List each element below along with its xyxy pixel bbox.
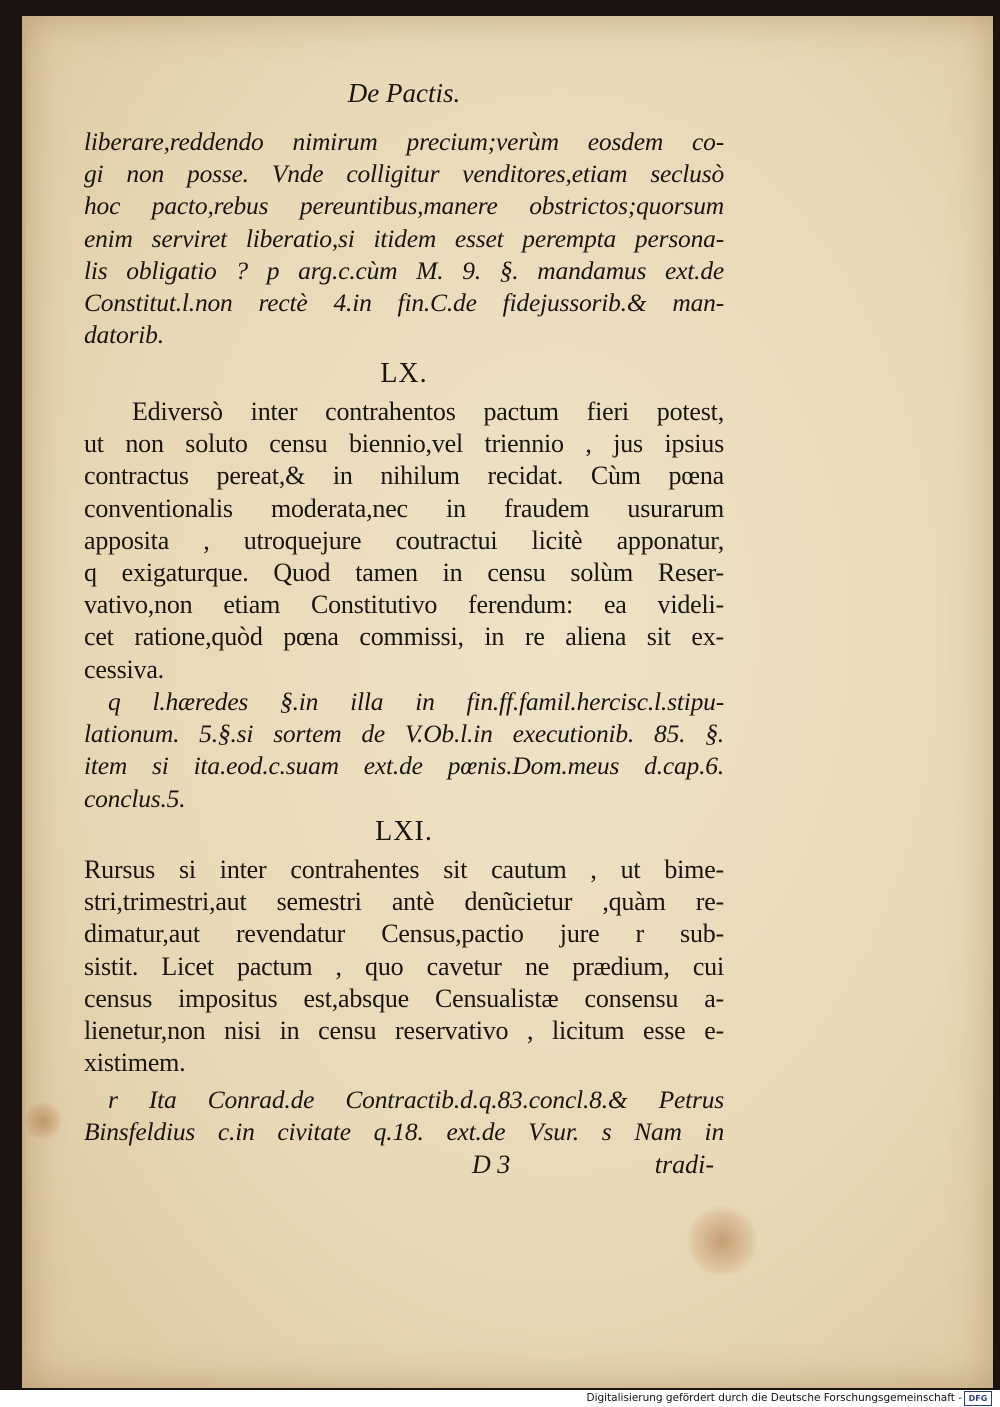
stain-mark bbox=[25, 1101, 61, 1141]
text-line: apposita , utroquejure coutractui licitè apponatur, bbox=[84, 525, 724, 555]
section-title: LX. bbox=[380, 358, 428, 389]
text-line: sistit. Licet pactum , quo cavetur ne prædium, cui bbox=[84, 951, 724, 981]
footnote-line: q l.hæredes §.in illa in fin.ff.famil.hercisc.l.stipu- bbox=[108, 687, 724, 716]
text-line: lienetur,non nisi in censu reservativo , licitum esse e- bbox=[84, 1015, 724, 1045]
footnote-line: conclus.5. bbox=[84, 783, 186, 813]
footnote-line: lationum. 5.§.si sortem de V.Ob.l.in executionib. 85. §. bbox=[84, 719, 724, 749]
catchword: tradi- bbox=[654, 1150, 714, 1179]
text-line: enim serviret liberatio,si itidem esset perempta persona- bbox=[84, 223, 724, 253]
text-line: census impositus est,absque Censualistæ consensu a- bbox=[84, 983, 724, 1013]
section-lx bbox=[84, 352, 724, 686]
text-line: lis obligatio ? p arg.c.cùm M. 9. §. mandamus ext.de bbox=[84, 255, 724, 285]
text-line: ut non soluto censu biennio,vel triennio , jus ipsius bbox=[84, 429, 724, 459]
text-line: cessiva. bbox=[84, 654, 164, 684]
text-line: liberare,reddendo nimirum precium;verùm eosdem co- bbox=[84, 127, 724, 156]
text-line: conventionalis moderata,nec in fraudem usurarum bbox=[84, 493, 724, 523]
text-line: Ediversò inter contrahentos pactum fieri potest, bbox=[132, 397, 724, 426]
stain-mark bbox=[687, 1206, 757, 1276]
footnote-r bbox=[84, 1084, 724, 1148]
section-lxi bbox=[84, 810, 724, 1079]
text-line: vativo,non etiam Constitutivo ferendum: ea videli- bbox=[84, 590, 724, 620]
text-line: Constitut.l.non rectè 4.in fin.C.de fidejussorib.& man- bbox=[84, 287, 724, 317]
text-line: Rursus si inter contrahentes sit cautum , ut bime- bbox=[84, 855, 724, 884]
footnote-line: item si ita.eod.c.suam ext.de pœnis.Dom.meus d.cap.6. bbox=[84, 751, 724, 781]
text-line: contractus pereat,& in nihilum recidat. Cùm pœna bbox=[84, 461, 724, 491]
footnote-line: Binsfeldius c.in civitate q.18. ext.de Vsur. s Nam in bbox=[84, 1117, 724, 1147]
footnote-line: r Ita Conrad.de Contractib.d.q.83.concl.8.& Petrus bbox=[108, 1085, 724, 1114]
text-line: stri,trimestri,aut semestri antè denũcietur ,quàm re- bbox=[84, 887, 724, 917]
text-line: hoc pacto,rebus pereuntibus,manere obstrictos;quorsum bbox=[84, 191, 724, 221]
text-line: q exigaturque. Quod tamen in censu solùm Reser- bbox=[84, 557, 724, 587]
text-line: gi non posse. Vnde colligitur venditores,etiam seclusò bbox=[84, 159, 724, 189]
dfg-logo: DFG bbox=[964, 1391, 992, 1406]
footer-credit: Digitalisierung gefördert durch die Deutsche Forschungsgemeinschaft - bbox=[586, 1392, 962, 1404]
section-title: LXI. bbox=[375, 816, 433, 847]
footnote-q bbox=[84, 686, 724, 815]
signature-mark: D 3 bbox=[472, 1150, 511, 1179]
continuation-paragraph bbox=[84, 126, 724, 351]
text-line: cet ratione,quòd pœna commissi, in re aliena sit ex- bbox=[84, 622, 724, 652]
running-head: De Pactis. bbox=[347, 78, 461, 108]
text-line: dimatur,aut revendatur Census,pactio jure r sub- bbox=[84, 919, 724, 949]
text-line: xistimem. bbox=[84, 1048, 186, 1078]
text-line: datorib. bbox=[84, 320, 164, 350]
signature-line bbox=[84, 1150, 724, 1186]
